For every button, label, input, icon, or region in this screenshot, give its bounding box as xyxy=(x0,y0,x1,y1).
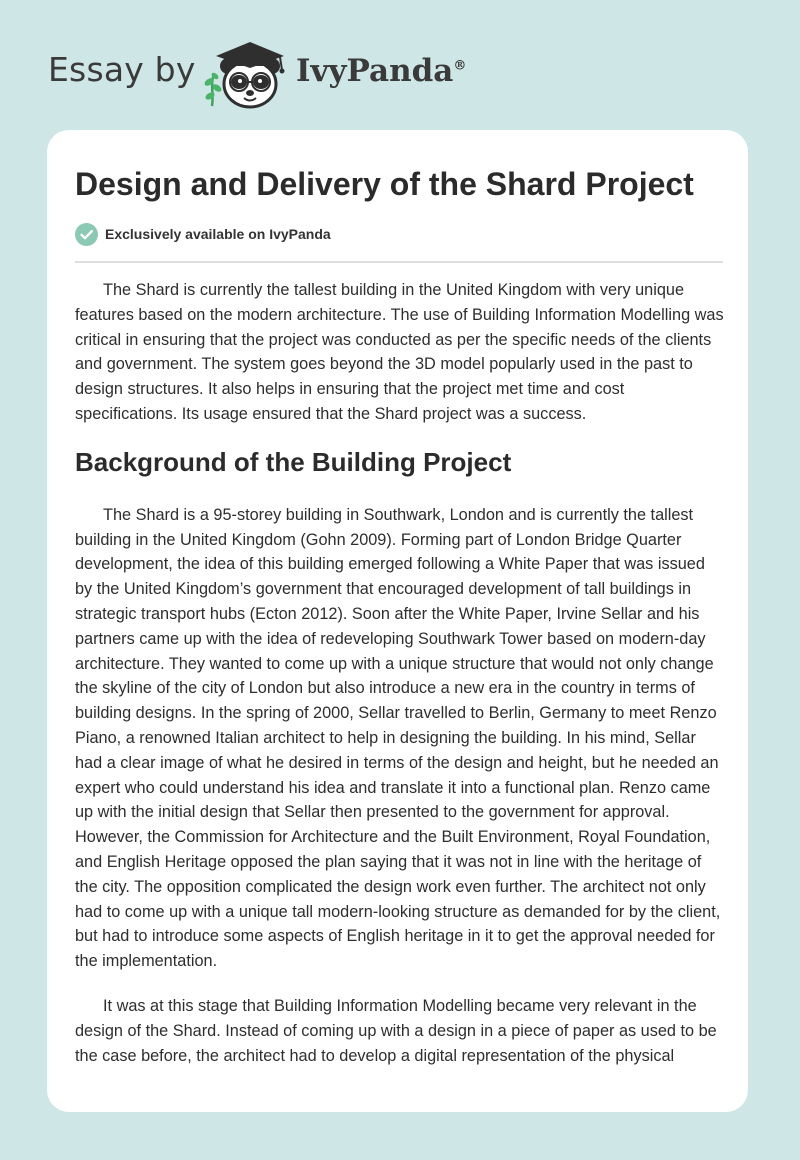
body-paragraph: The Shard is a 95-storey building in Southwark, London and is currently the tallest building in the United Kingdom (Gohn 2009). Forming part of London Bridge Quarter development, the idea of this building emerged following a White Paper that was issued by the United Kingdom’s government that encouraged development of tall buildings in strategic transport hubs (Ecton 2012). Soon after the White Paper, Irvine Sellar and his partners came up with the idea of redeveloping Southwark Tower based on modern-day architecture. They wanted to come up with a unique structure that would not only change the skyline of the city of London but also introduce a new era in the country in terms of building designs. In the spring of 2000, Sellar travelled to Berlin, Germany to meet Renzo Piano, a renowned Italian architect to help in designing the building. In his mind, Sellar had a clear image of what he desired in terms of the design and height, but he needed an expert who could understand his idea and translate it into a functional plan. Renzo came up with the initial design that Sellar then presented to the government for approval. However, the Commission for Architecture and the Built Environment, Royal Foundation, and English Heritage opposed the plan saying that it was not in line with the heritage of the city. The opposition complicated the design work even further. The architect not only had to come up with a unique tall modern-looking structure as demanded for by the client, but had to introduce some aspects of English heritage in it to get the approval needed for the implementation. xyxy=(75,505,721,971)
registered-mark: ® xyxy=(453,58,467,74)
intro-paragraph: The Shard is currently the tallest building in the United Kingdom with very unique features based on the modern architecture. The use of Building Information Modelling was critical in ensuring that the project was conducted as per the specific needs of the clients and government. The system goes beyond the 3D model popularly used in the past to design structures. It also helps in ensuring that the project met time and cost specifications. Its usage ensured that the Shard project was a success. xyxy=(75,281,724,423)
check-circle-icon xyxy=(75,223,98,246)
section-heading: Background of the Building Project xyxy=(75,446,512,477)
brand-name: IvyPanda xyxy=(296,53,454,89)
essay-body xyxy=(75,278,725,1068)
panda-graduate-icon[interactable] xyxy=(200,36,292,110)
exclusive-badge-label: Exclusively available on IvyPanda xyxy=(105,226,331,242)
site-header xyxy=(0,0,800,120)
page-title: Design and Delivery of the Shard Project xyxy=(75,166,694,202)
essay-by-label: Essay by xyxy=(48,50,196,89)
body-paragraph: It was at this stage that Building Information Modelling became very relevant in the design of the Shard. Instead of coming up with a design in a piece of paper as used to be the case before, the architect had to develop a digital representation of the physical xyxy=(75,996,717,1065)
brand-logo-text[interactable] xyxy=(296,53,466,89)
title-divider xyxy=(75,261,723,263)
exclusive-badge xyxy=(75,222,331,246)
essay-card xyxy=(47,130,748,1112)
